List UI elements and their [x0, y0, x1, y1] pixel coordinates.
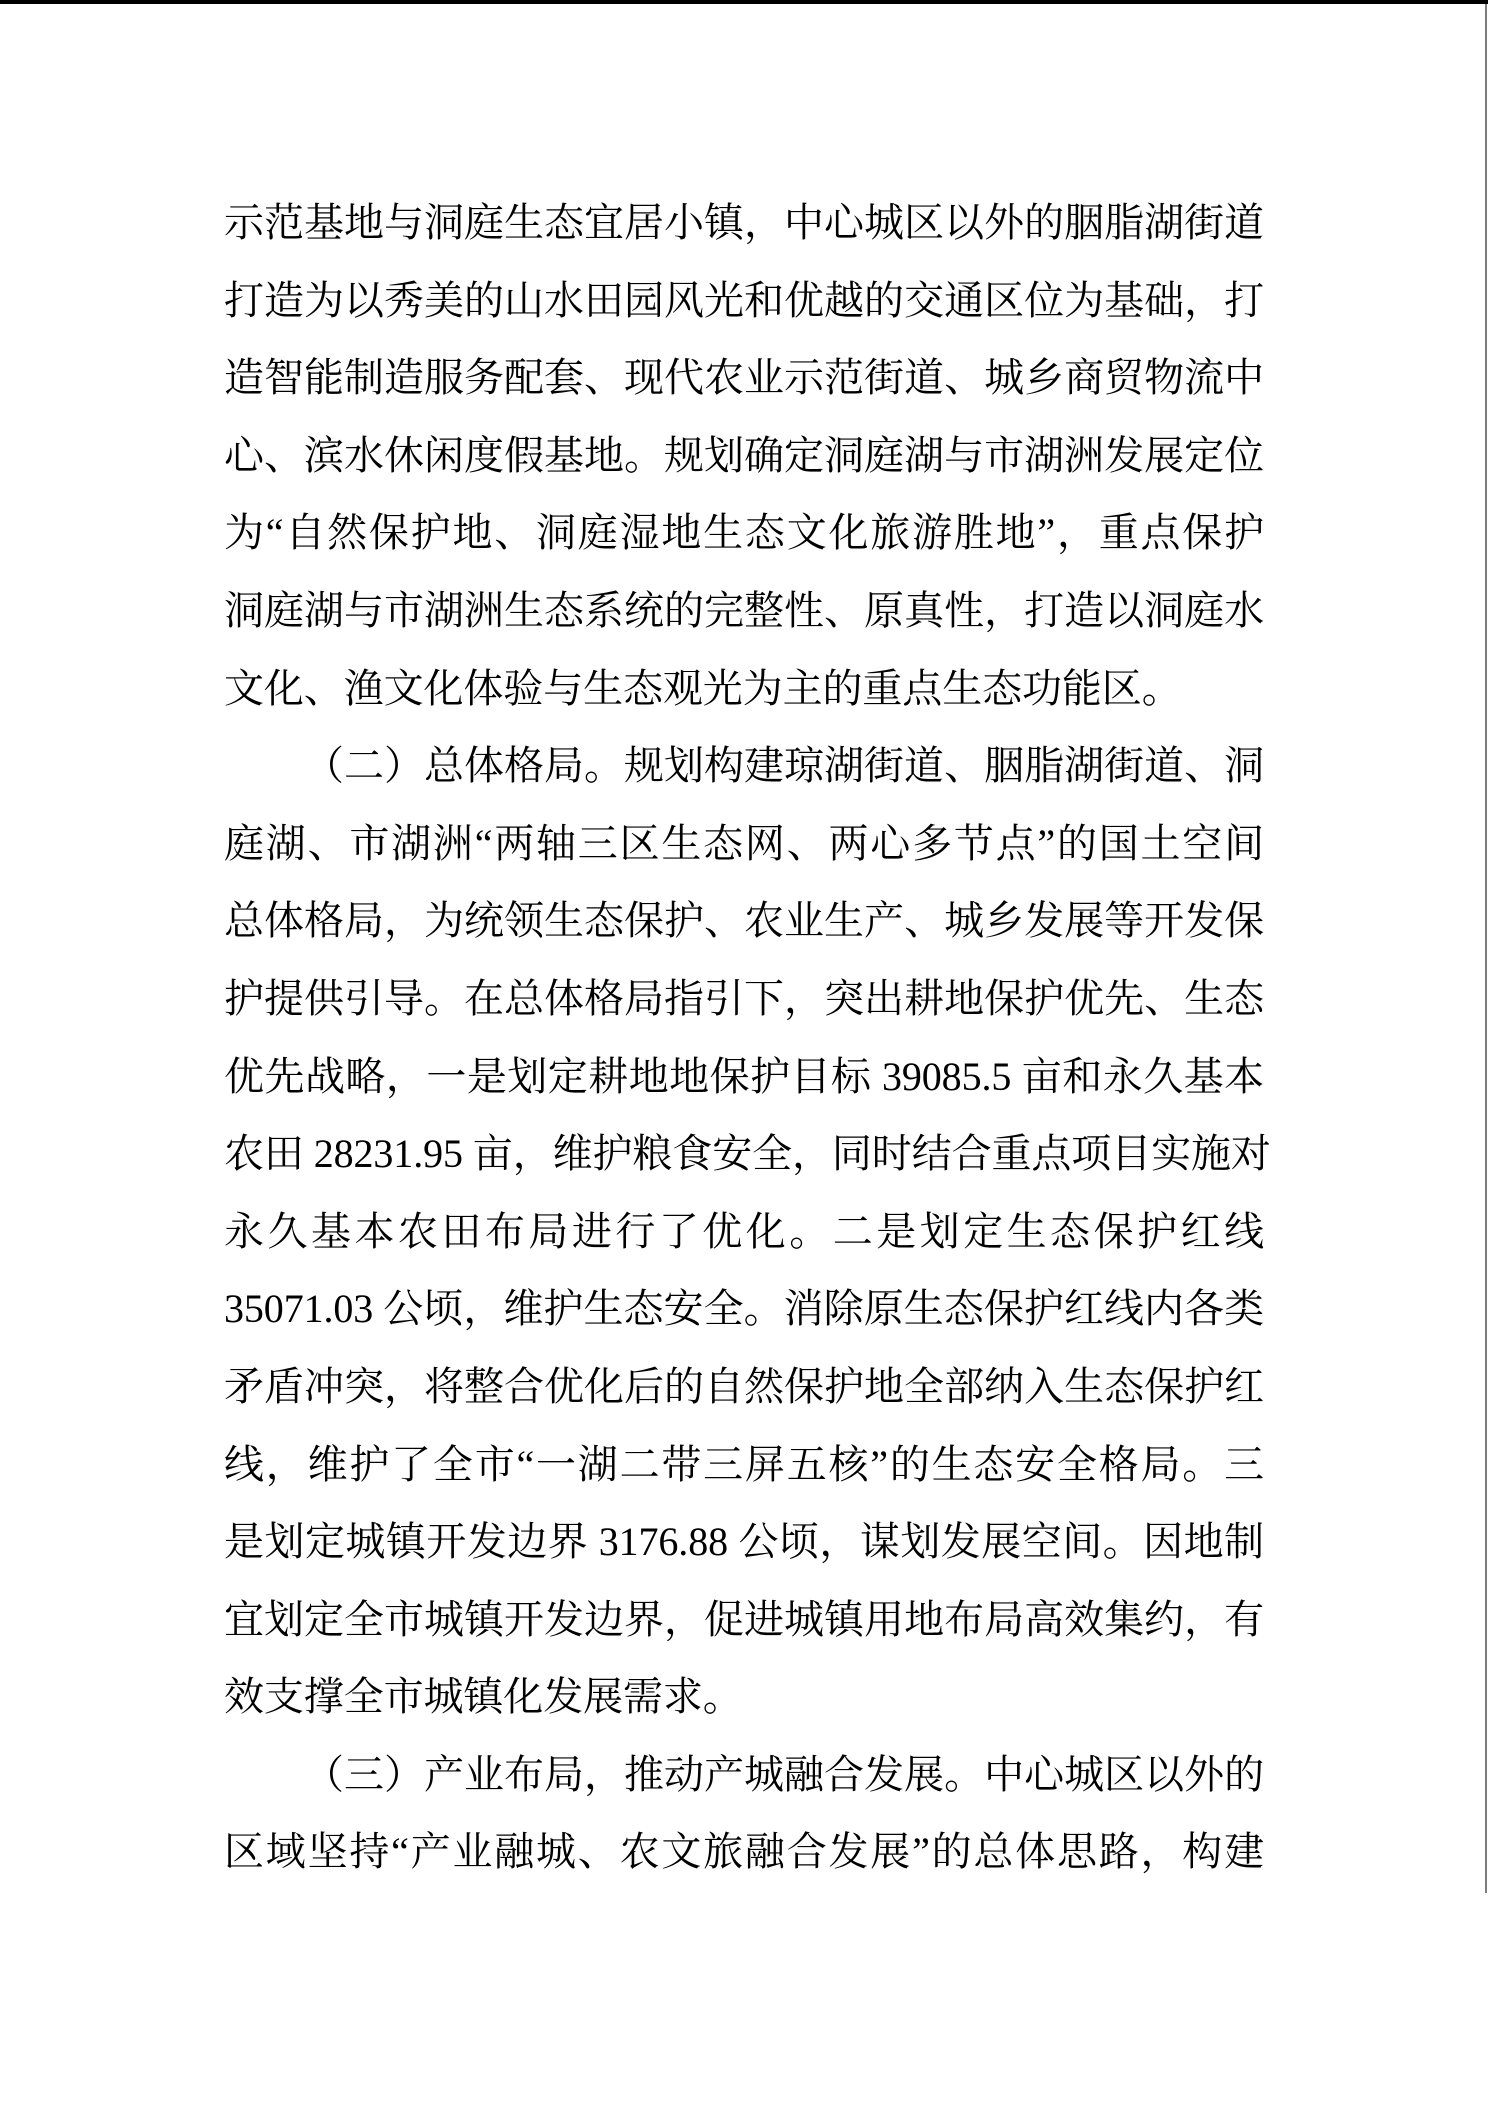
text-line-11: 护提供引导。在总体格局指引下，突出耕地保护优先、生态 [224, 975, 1264, 1021]
text-line-04: 心、滨水休闲度假基地。规划确定洞庭湖与市湖洲发展定位 [224, 432, 1264, 478]
text-line-05: 为“自然保护地、洞庭湿地生态文化旅游胜地”，重点保护 [224, 510, 1264, 556]
text-line-16: 矛盾冲突，将整合优化后的自然保护地全部纳入生态保护红 [224, 1363, 1264, 1409]
text-line-14: 永久基本农田布局进行了优化。二是划定生态保护红线 [224, 1208, 1264, 1254]
text-line-06: 洞庭湖与市湖洲生态系统的完整性、原真性，打造以洞庭水 [224, 587, 1264, 633]
text-line-12: 优先战略，一是划定耕地地保护目标 39085.5 亩和永久基本 [224, 1053, 1264, 1099]
text-line-02: 打造为以秀美的山水田园风光和优越的交通区位为基础，打 [224, 277, 1264, 323]
text-line-13: 农田 28231.95 亩，维护粮食安全，同时结合重点项目实施对 [224, 1131, 1271, 1177]
text-line-22: 区域坚持“产业融城、农文旅融合发展”的总体思路，构建 [224, 1829, 1264, 1875]
document-body [224, 184, 1271, 1891]
text-line-21: （三）产业布局，推动产城融合发展。中心城区以外的 [304, 1751, 1264, 1797]
text-line-01: 示范基地与洞庭生态宜居小镇，中心城区以外的胭脂湖街道 [224, 200, 1264, 245]
page-right-edge [1485, 4, 1487, 1893]
text-line-03: 造智能制造服务配套、现代农业示范街道、城乡商贸物流中 [224, 355, 1264, 401]
text-line-17: 线，维护了全市“一湖二带三屏五核”的生态安全格局。三 [224, 1441, 1264, 1487]
text-line-18: 是划定城镇开发边界 3176.88 公顷，谋划发展空间。因地制 [224, 1519, 1264, 1565]
text-line-20: 效支撑全市城镇化发展需求。 [224, 1674, 743, 1720]
text-line-07: 文化、渔文化体验与生态观光为主的重点生态功能区。 [224, 665, 1182, 711]
text-line-10: 总体格局，为统领生态保护、农业生产、城乡发展等开发保 [224, 898, 1264, 944]
text-line-19: 宜划定全市城镇开发边界，促进城镇用地布局高效集约，有 [224, 1596, 1264, 1642]
text-line-15: 35071.03 公顷，维护生态安全。消除原生态保护红线内各类 [224, 1286, 1264, 1332]
text-line-09: 庭湖、市湖洲“两轴三区生态网、两心多节点”的国土空间 [224, 820, 1264, 866]
text-line-08: （二）总体格局。规划构建琼湖街道、胭脂湖街道、洞 [304, 743, 1264, 789]
page-top-edge [0, 0, 1488, 4]
